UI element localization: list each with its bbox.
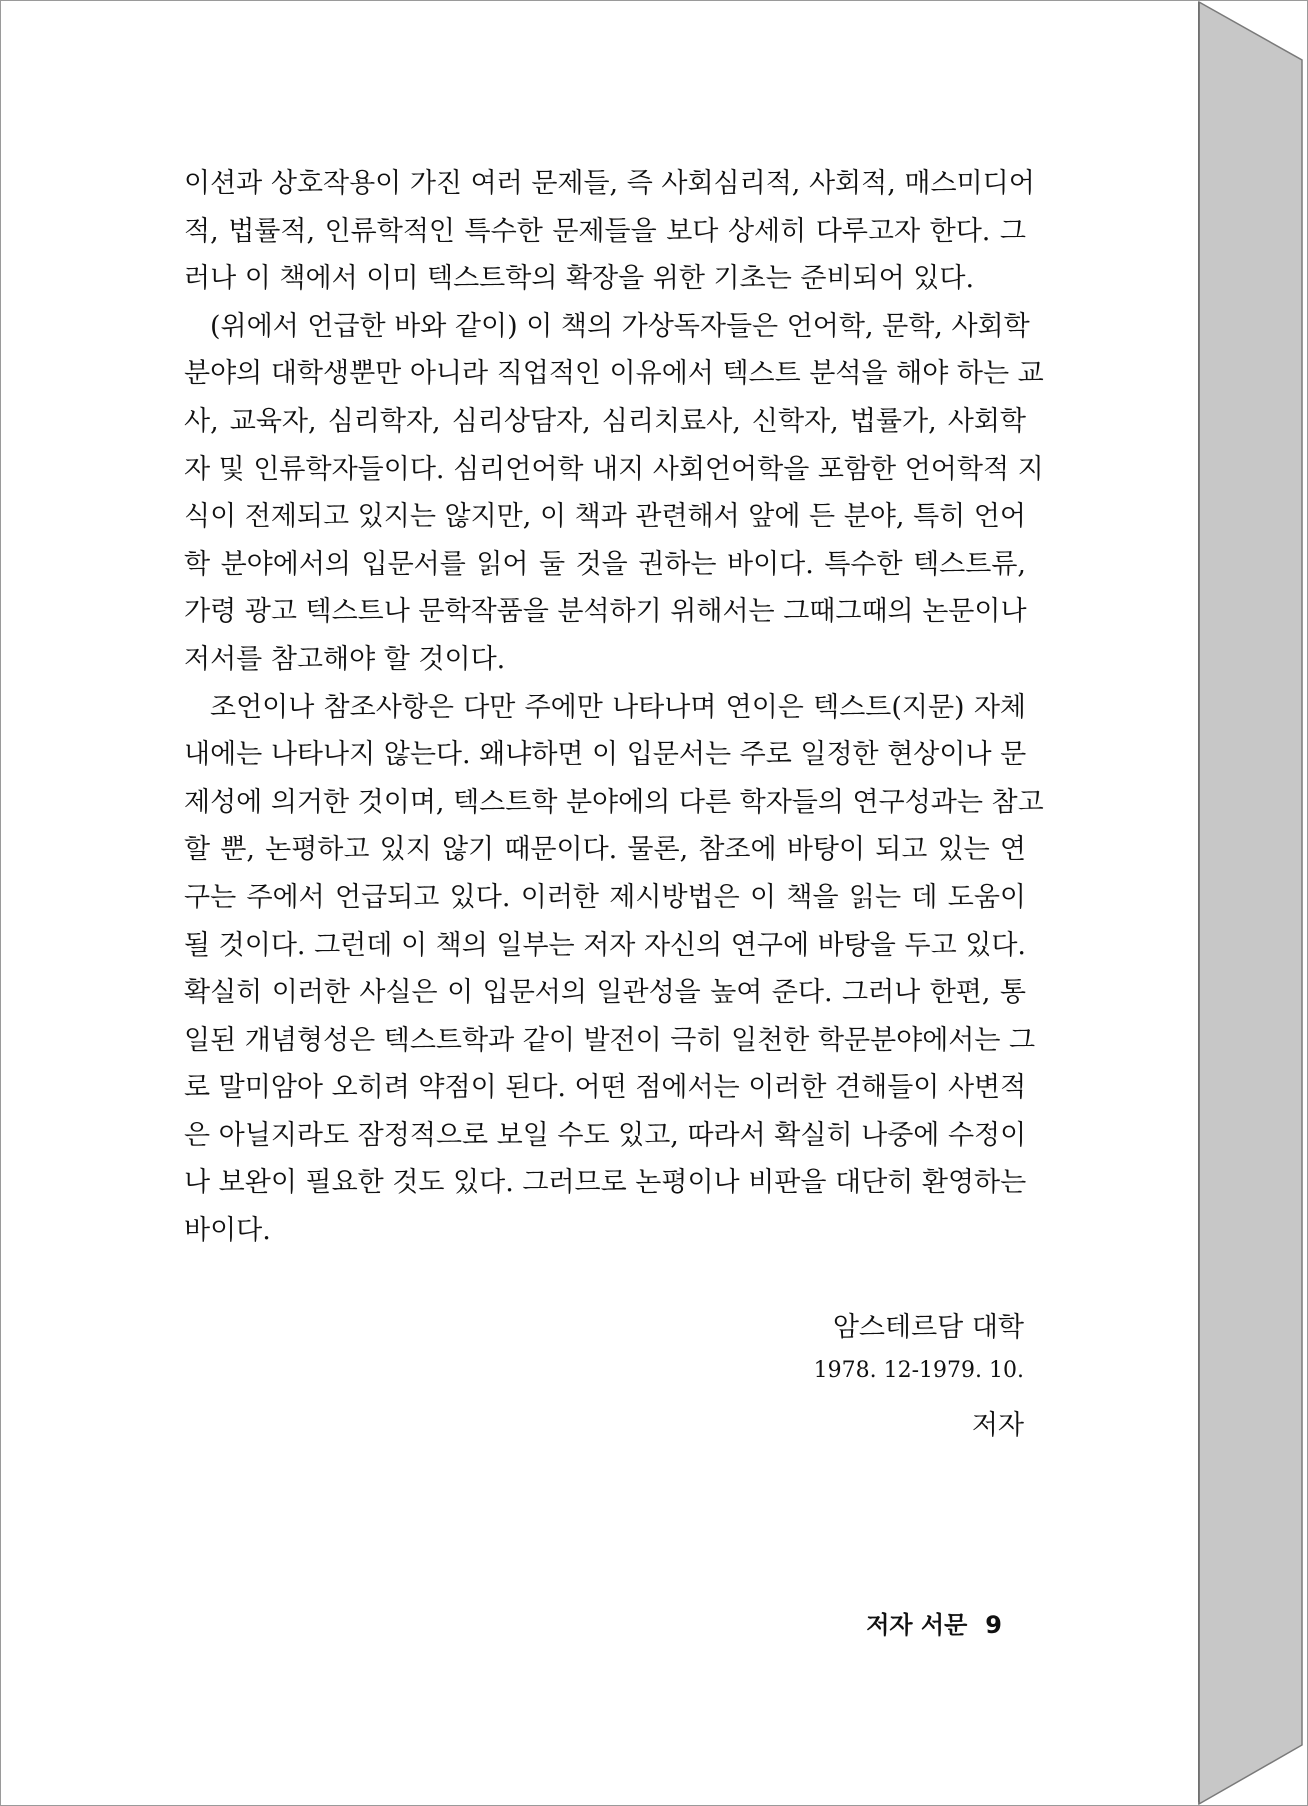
- signature-author: 저자: [971, 1410, 1024, 1441]
- text-line: 식이 전제되고 있지는 않지만, 이 책과 관련해서 앞에 든 분야, 특히 언어: [184, 501, 1026, 533]
- text-line: 적, 법률적, 인류학적인 특수한 문제들을 보다 상세히 다루고자 한다. 그: [184, 215, 1026, 247]
- text-line: 바이다.: [184, 1215, 271, 1247]
- text-line: 할 뿐, 논평하고 있지 않기 때문이다. 물론, 참조에 바탕이 되고 있는 연: [184, 834, 1026, 866]
- text-line: 조언이나 참조사항은 다만 주에만 나타나며 연이은 텍스트(지문) 자체: [210, 691, 1026, 723]
- paragraph: [184, 303, 1044, 684]
- text-line: 내에는 나타나지 않는다. 왜냐하면 이 입문서는 주로 일정한 현상이나 문: [184, 739, 1027, 771]
- paragraph: [184, 160, 1035, 303]
- text-line: 저서를 참고해야 할 것이다.: [184, 643, 506, 675]
- text-line: 구는 주에서 언급되고 있다. 이러한 제시방법은 이 책을 읽는 데 도움이: [184, 881, 1026, 913]
- text-line: 가령 광고 텍스트나 문학작품을 분석하기 위해서는 그때그때의 논문이나: [184, 596, 1027, 628]
- text-line: 학 분야에서의 입문서를 읽어 둘 것을 권하는 바이다. 특수한 텍스트류,: [184, 548, 1026, 580]
- text-line: 러나 이 책에서 이미 텍스트학의 확장을 위한 기초는 준비되어 있다.: [184, 263, 975, 295]
- text-line: 제성에 의거한 것이며, 텍스트학 분야에의 다른 학자들의 연구성과는 참고: [184, 786, 1044, 818]
- signature-date: 1978. 12-1979. 10.: [813, 1358, 1024, 1383]
- page-footer: [866, 1605, 1002, 1640]
- preface-body-text: [184, 160, 1044, 1255]
- paragraph: [184, 684, 1044, 1255]
- text-line: 분야의 대학생뿐만 아니라 직업적인 이유에서 텍스트 분석을 해야 하는 교: [184, 358, 1044, 390]
- text-line: 로 말미암아 오히려 약점이 된다. 어떤 점에서는 이러한 견해들이 사변적: [184, 1072, 1027, 1104]
- text-line: 될 것이다. 그런데 이 책의 일부는 저자 자신의 연구에 바탕을 두고 있다.: [184, 929, 1026, 961]
- text-line: 이션과 상호작용이 가진 여러 문제들, 즉 사회심리적, 사회적, 매스미디어: [184, 168, 1035, 199]
- text-line: 확실히 이러한 사실은 이 입문서의 일관성을 높여 준다. 그러나 한편, 통: [184, 977, 1026, 1009]
- text-line: 자 및 인류학자들이다. 심리언어학 내지 사회언어학을 포함한 언어학적 지: [184, 453, 1044, 485]
- text-line: (위에서 언급한 바와 같이) 이 책의 가상독자들은 언어학, 문학, 사회학: [210, 310, 1030, 342]
- footer-section-title: 저자 서문: [866, 1611, 968, 1639]
- text-line: 사, 교육자, 심리학자, 심리상담자, 심리치료사, 신학자, 법률가, 사회학: [184, 405, 1026, 437]
- page-number: 9: [985, 1611, 1002, 1639]
- text-line: 나 보완이 필요한 것도 있다. 그러므로 논평이나 비판을 대단히 환영하는: [184, 1167, 1027, 1199]
- text-line: 일된 개념형성은 텍스트학과 같이 발전이 극히 일천한 학문분야에서는 그: [184, 1024, 1036, 1056]
- text-line: 은 아닐지라도 잠정적으로 보일 수도 있고, 따라서 확실히 나중에 수정이: [184, 1119, 1027, 1151]
- signature-university: 암스테르담 대학: [832, 1312, 1024, 1343]
